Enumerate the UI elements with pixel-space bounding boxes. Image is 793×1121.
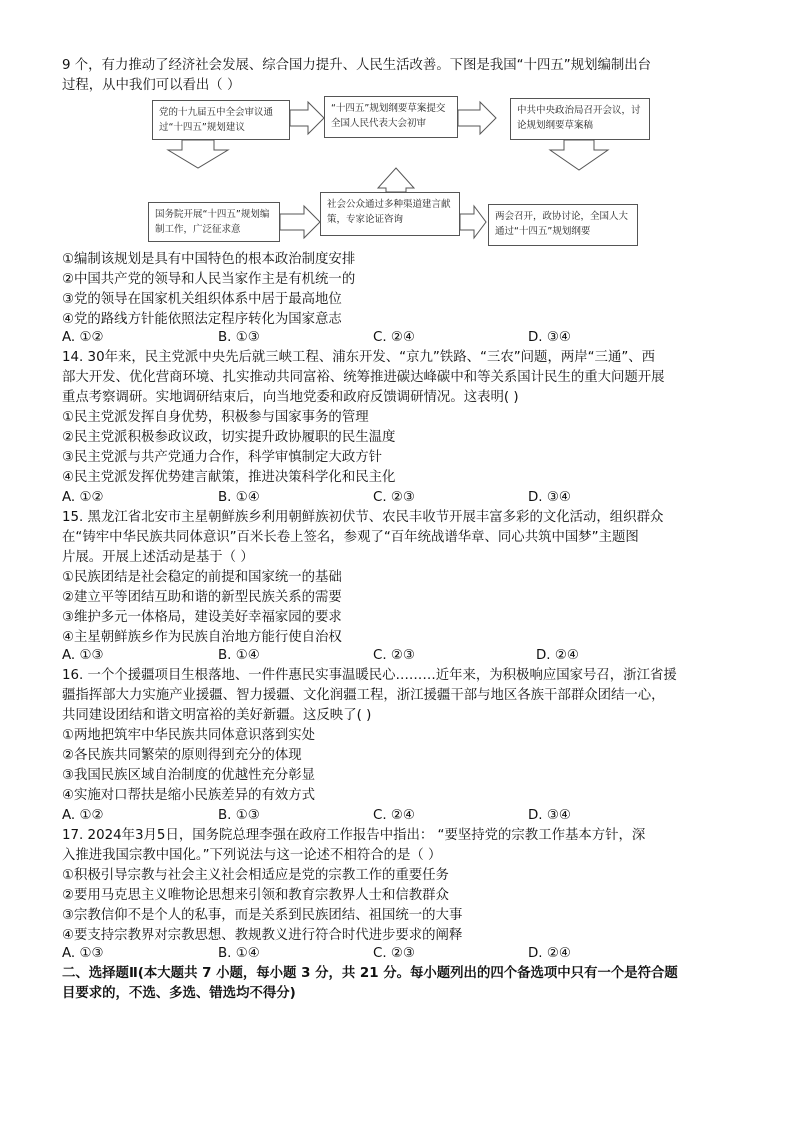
q15-statement-1: ①民族团结是社会稳定的前提和国家统一的基础 <box>62 570 342 585</box>
q16-statement-4: ④实施对口帮扶是缩小民族差异的有效方式 <box>62 788 316 803</box>
arrow-down-2 <box>550 140 608 170</box>
q14-statement-1: ①民主党派发挥自身优势，积极参与国家事务的管理 <box>62 410 369 425</box>
q14-options <box>62 488 742 508</box>
q13-statement-4: ④党的路线方针能依照法定程序转化为国家意志 <box>62 312 342 327</box>
q16-option-b[interactable]: B. ①③ <box>218 808 260 823</box>
section-2-heading-line-2: 目要求的，不选、多选、错选均不得分) <box>62 986 296 1001</box>
arrow-right-2 <box>458 102 496 134</box>
arrow-right-3 <box>280 206 320 238</box>
q15-option-d[interactable]: D. ②④ <box>536 648 579 663</box>
q16-statement-2: ②各民族共同繁荣的原则得到充分的体现 <box>62 748 302 763</box>
q15-stem-line-2: 在“铸牢中华民族共同体意识”百米长卷上签名，参观了“百年统战谱华章、同心共筑中国梦”主题图 <box>62 530 639 545</box>
q13-statement-2: ②中国共产党的领导和人民当家作主是有机统一的 <box>62 272 356 287</box>
arrow-right-4 <box>460 206 486 238</box>
q13-statement-1: ①编制该规划是具有中国特色的根本政治制度安排 <box>62 252 356 267</box>
q17-statement-1: ①积极引导宗教与社会主义社会相适应是党的宗教工作的重要任务 <box>62 868 449 883</box>
q15-option-a[interactable]: A. ①③ <box>62 648 104 663</box>
q17-statement-2: ②要用马克思主义唯物论思想来引领和教育宗教界人士和信教群众 <box>62 888 449 903</box>
q15-statement-3: ③维护多元一体格局，建设美好幸福家园的要求 <box>62 610 342 625</box>
q17-option-c[interactable]: C. ②③ <box>373 946 415 961</box>
q13-option-b[interactable]: B. ①③ <box>218 330 260 345</box>
question-13-stem-line-1: 9 个，有力推动了经济社会发展、综合国力提升、人民生活改善。下图是我国“十四五”规划编制出台 <box>62 58 652 73</box>
q14-stem-line-3: 重点考察调研。实地调研结束后，向当地党委和政府反馈调研情况。这表明( ) <box>62 390 519 405</box>
q15-stem-line-3: 片展。开展上述活动是基于（ ） <box>62 550 254 565</box>
flow-box-public-consultation: 社会公众通过多种渠道建言献策，专家论证咨询 <box>320 192 460 236</box>
planning-process-flowchart <box>130 92 670 252</box>
q14-option-b[interactable]: B. ①④ <box>218 490 260 505</box>
q15-option-c[interactable]: C. ②③ <box>373 648 415 663</box>
flow-box-state-council: 国务院开展“十四五”规划编制工作，广泛征求意 <box>148 202 280 242</box>
q14-statement-2: ②民主党派积极参政议政，切实提升政协履职的民生温度 <box>62 430 396 445</box>
arrow-down-1 <box>168 140 228 168</box>
q14-statement-4: ④民主党派发挥优势建言献策，推进决策科学化和民主化 <box>62 470 396 485</box>
q15-options <box>62 646 742 666</box>
q16-options <box>62 806 742 826</box>
q15-stem-line-1: 15. 黑龙江省北安市主星朝鲜族乡利用朝鲜族初伏节、农民丰收节开展丰富多彩的文化活动，组织群众 <box>62 510 664 525</box>
arrow-right-1 <box>290 102 324 134</box>
q15-statement-2: ②建立平等团结互助和谐的新型民族关系的需要 <box>62 590 342 605</box>
q17-statement-4: ④要支持宗教界对宗教思想、教规教义进行符合时代进步要求的阐释 <box>62 928 463 943</box>
q14-statement-3: ③民主党派与共产党通力合作，科学审慎制定大政方针 <box>62 450 382 465</box>
q16-stem-line-1: 16. 一个个援疆项目生根落地、一件件惠民实事温暖民心………近年来，为积极响应国家号召，浙江省援 <box>62 668 677 683</box>
q16-stem-line-2: 疆指挥部大力实施产业援疆、智力援疆、文化润疆工程，浙江援疆干部与地区各族干部群众团结一心， <box>62 688 665 703</box>
q16-statement-3: ③我国民族区域自治制度的优越性充分彰显 <box>62 768 316 783</box>
section-2-heading-line-1: 二、选择题Ⅱ(本大题共 7 小题，每小题 3 分，共 21 分。每小题列出的四个备选项中只有一个是符合题 <box>62 966 678 981</box>
question-13-stem-line-2: 过程，从中我们可以看出（ ） <box>62 78 241 93</box>
q16-option-a[interactable]: A. ①② <box>62 808 104 823</box>
q16-option-c[interactable]: C. ②④ <box>373 808 415 823</box>
q13-option-a[interactable]: A. ①② <box>62 330 104 345</box>
q15-statement-4: ④主星朝鲜族乡作为民族自治地方能行使自治权 <box>62 630 342 645</box>
flow-box-politburo-meeting: 中共中央政治局召开会议，讨论规划纲要草案稿 <box>510 98 650 140</box>
q16-statement-1: ①两地把筑牢中华民族共同体意识落到实处 <box>62 728 316 743</box>
q16-option-d[interactable]: D. ③④ <box>528 808 571 823</box>
q14-option-d[interactable]: D. ③④ <box>528 490 571 505</box>
q17-option-a[interactable]: A. ①③ <box>62 946 104 961</box>
q13-options <box>62 328 742 348</box>
q15-option-b[interactable]: B. ①④ <box>218 648 260 663</box>
flow-box-npc-review: “十四五”规划纲要草案提交全国人民代表大会初审 <box>324 96 458 138</box>
q16-stem-line-3: 共同建设团结和谐文明富裕的美好新疆。这反映了( ) <box>62 708 372 723</box>
q14-stem-line-2: 部大开发、优化营商环境、扎实推动共同富裕、统筹推进碳达峰碳中和等关系国计民生的重大问题开展 <box>62 370 665 385</box>
flow-box-plenary-session: 党的十九届五中全会审议通过“十四五”规划建议 <box>152 100 290 140</box>
q17-stem-line-2: 入推进我国宗教中国化。”下列说法与这一论述不相符合的是（ ） <box>62 848 442 863</box>
q17-option-d[interactable]: D. ②④ <box>528 946 571 961</box>
q13-option-c[interactable]: C. ②④ <box>373 330 415 345</box>
arrow-up-1 <box>378 168 414 192</box>
q17-option-b[interactable]: B. ①④ <box>218 946 260 961</box>
q17-stem-line-1: 17. 2024年3月5日，国务院总理李强在政府工作报告中指出： “要坚持党的宗教工作基本方针，深 <box>62 828 646 843</box>
q13-option-d[interactable]: D. ③④ <box>528 330 571 345</box>
q14-option-c[interactable]: C. ②③ <box>373 490 415 505</box>
q13-statement-3: ③党的领导在国家机关组织体系中居于最高地位 <box>62 292 342 307</box>
flow-box-two-sessions: 两会召开，政协讨论，全国人大通过“十四五”规划纲要 <box>488 204 638 246</box>
q14-option-a[interactable]: A. ①② <box>62 490 104 505</box>
q17-statement-3: ③宗教信仰不是个人的私事，而是关系到民族团结、祖国统一的大事 <box>62 908 463 923</box>
q17-options <box>62 944 742 964</box>
q14-stem-line-1: 14. 30年来，民主党派中央先后就三峡工程、浦东开发、“京九”铁路、“三农”问题，两岸“三通”、西 <box>62 350 656 365</box>
